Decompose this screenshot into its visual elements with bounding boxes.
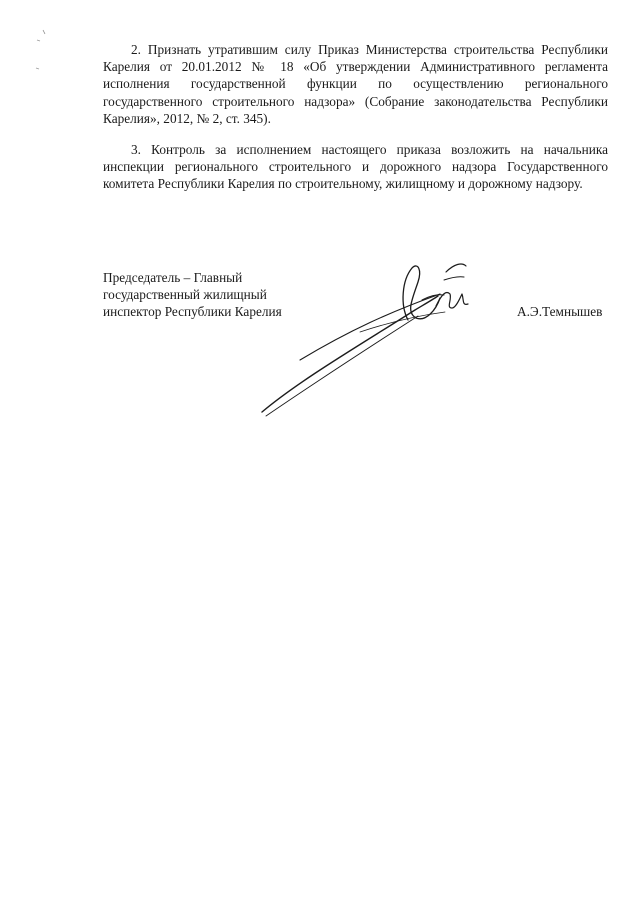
paragraph-item-2: 2. Признать утратившим силу Приказ Министерства строительства Республики Карелия от 20.01.2012 № 18 «Об утверждении Административного регламента исполнения государственной функции по осуществлению регионального государственного строительного надзора» (Собрание законодательства Республики Карелия», 2012, № 2, ст. 345). [103,42,608,126]
signatory-title-line-1: Председатель – Главный [103,270,243,285]
handwritten-signature [240,250,480,425]
signatory-title-line-3: инспектор Республики Карелия [103,304,282,320]
signatory-title-line-2: государственный жилищный [103,287,267,303]
signatory-name: А.Э.Темнышев [517,304,603,319]
paragraph-item-3: 3. Контроль за исполнением настоящего приказа возложить на начальника инспекции регионального строительного и дорожного надзора Государственного комитета Республики Карелия по строительному, жилищному и дорожному надзору. [103,142,608,192]
scan-artifact-mark [34,28,48,74]
